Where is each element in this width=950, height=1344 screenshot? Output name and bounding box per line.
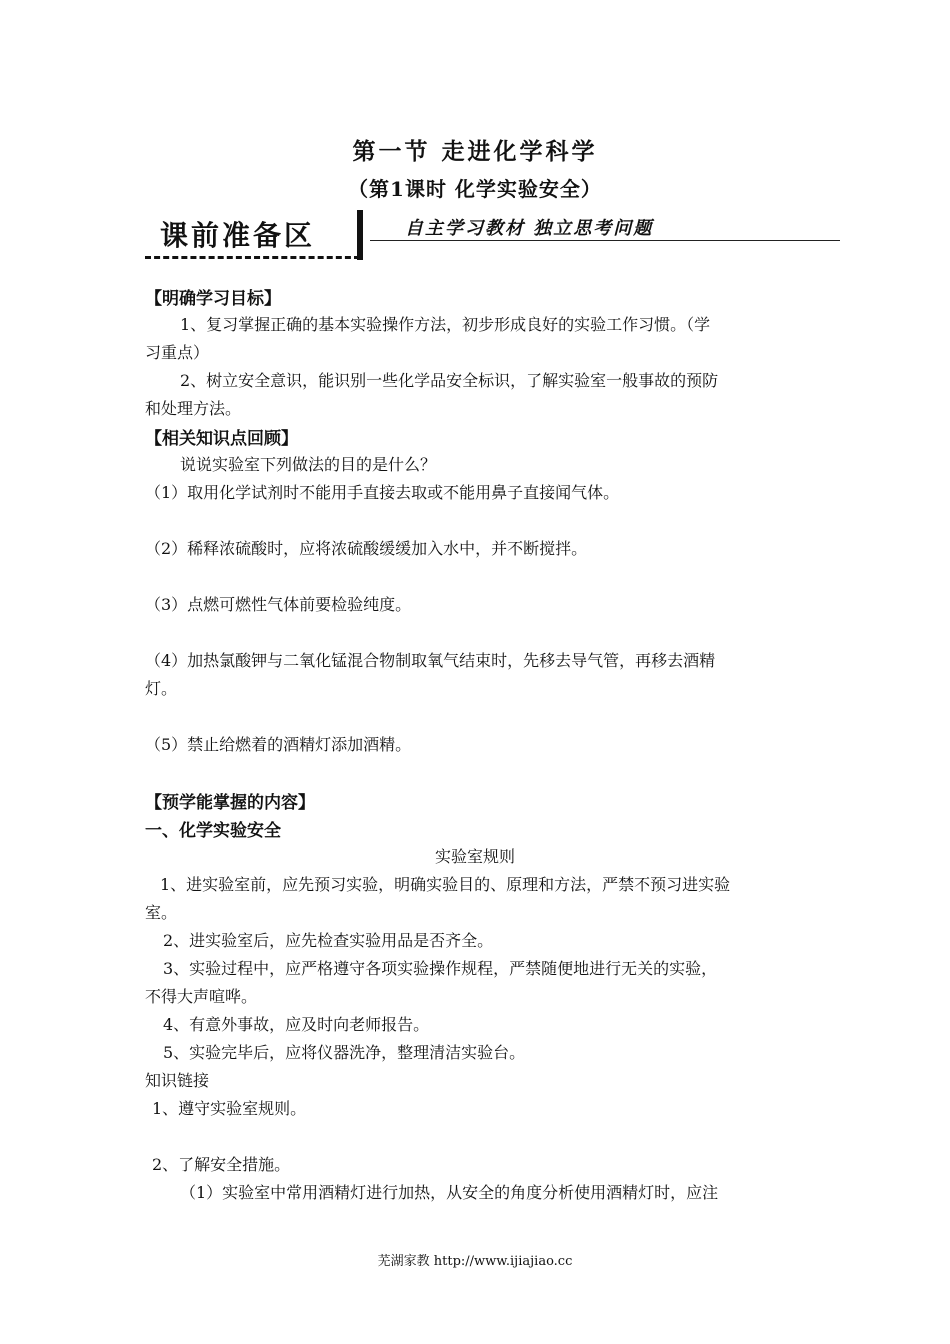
banner-label: 课前准备区 <box>160 219 316 252</box>
goal-item-2-line-2: 和处理方法。 <box>145 399 242 418</box>
page-footer: 芜湖家教 http://www.ijiajiao.cc <box>377 1254 573 1269</box>
knowledge-link-1: 1、遵守实验室规则。 <box>152 1099 307 1118</box>
prestudy-heading: 【预学能掌握的内容】 <box>145 793 315 813</box>
review-question-4-line-1: （4）加热氯酸钾与二氧化锰混合物制取氧气结束时，先移去导气管，再移去酒精 <box>145 651 716 670</box>
knowledge-link-2: 2、了解安全措施。 <box>152 1155 291 1174</box>
review-heading: 【相关知识点回顾】 <box>145 429 298 449</box>
banner-divider-bar <box>357 210 363 260</box>
goal-item-1-line-1: 1、复习掌握正确的基本实验操作方法，初步形成良好的实验工作习惯。（学 <box>180 315 711 334</box>
goal-item-2-line-1: 2、树立安全意识，能识别一些化学品安全标识，了解实验室一般事故的预防 <box>180 371 719 390</box>
rule-4: 4、有意外事故，应及时向老师报告。 <box>163 1015 430 1034</box>
rule-2: 2、进实验室后，应先检查实验用品是否齐全。 <box>163 931 494 950</box>
banner-rule-line <box>370 240 840 241</box>
review-question-4-line-2: 灯。 <box>145 679 178 698</box>
rule-3-line-1: 3、实验过程中，应严格遵守各项实验操作规程，严禁随便地进行无关的实验， <box>163 959 718 978</box>
rule-5: 5、实验完毕后，应将仪器洗净，整理清洁实验台。 <box>163 1043 526 1062</box>
banner-slogan: 自主学习教材 独立思考问题 <box>405 218 654 239</box>
rules-title: 实验室规则 <box>434 847 515 866</box>
banner-dashed-underline <box>145 256 360 259</box>
rule-3-line-2: 不得大声喧哗。 <box>145 987 258 1006</box>
review-question-2: （2）稀释浓硫酸时，应将浓硫酸缓缓加入水中，并不断搅拌。 <box>145 539 588 558</box>
knowledge-link-2-sub-1: （1）实验室中常用酒精灯进行加热，从安全的角度分析使用酒精灯时，应注 <box>180 1183 719 1202</box>
page-subtitle: （第1课时 化学实验安全） <box>348 177 602 201</box>
review-question-5: （5）禁止给燃着的酒精灯添加酒精。 <box>145 735 412 754</box>
goal-item-1-line-2: 习重点） <box>145 343 210 362</box>
review-question-1: （1）取用化学试剂时不能用手直接去取或不能用鼻子直接闻气体。 <box>145 483 620 502</box>
page-title: 第一节 走进化学科学 <box>352 138 598 165</box>
review-prompt: 说说实验室下列做法的目的是什么？ <box>180 455 437 474</box>
section-1-heading: 一、化学实验安全 <box>145 821 281 841</box>
rule-1-line-2: 室。 <box>145 903 178 922</box>
review-question-3: （3）点燃可燃性气体前要检验纯度。 <box>145 595 412 614</box>
knowledge-link-heading: 知识链接 <box>145 1071 210 1090</box>
rule-1-line-1: 1、进实验室前，应先预习实验，明确实验目的、原理和方法，严禁不预习进实验 <box>160 875 731 894</box>
goals-heading: 【明确学习目标】 <box>145 289 281 309</box>
